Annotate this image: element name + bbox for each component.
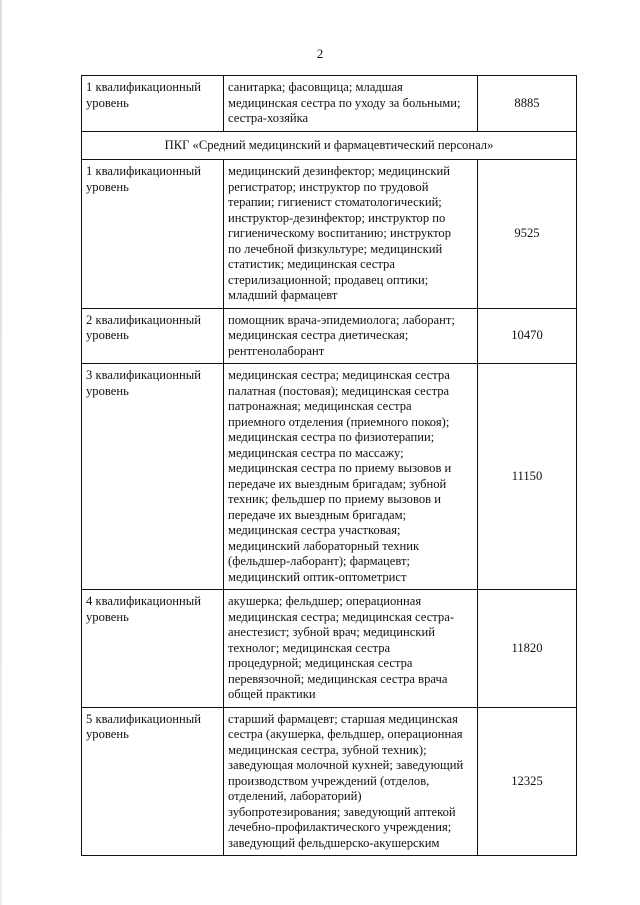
salary-amount: 10470	[478, 308, 577, 364]
table-row	[82, 308, 577, 364]
positions-list: медицинский дезинфектор; медицинский регистратор; инструктор по трудовой терапии; гигиенист стоматологический; инструктор-дезинфектор; инструктор по гигиеническому воспитанию; инструктор по лечебной физкультуре; медицинский статистик; медицинская сестра стерилизационной; продавец оптики; младший фармацевт	[224, 160, 478, 309]
qualification-level: 1 квалификационный уровень	[82, 160, 224, 309]
table-row	[82, 76, 577, 132]
qualification-level: 4 квалификационный уровень	[82, 590, 224, 708]
group-title: ПКГ «Средний медицинский и фармацевтический персонал»	[82, 131, 577, 160]
positions-list: акушерка; фельдшер; операционная медицинская сестра; медицинская сестра- анестезист; зубной врач; медицинский технолог; медицинская сестра процедурной; медицинская сестра перевязочной; медицинская сестра врача общей практики	[224, 590, 478, 708]
salary-amount: 9525	[478, 160, 577, 309]
table-row	[82, 590, 577, 708]
qualification-level: 1 квалификационный уровень	[82, 76, 224, 132]
qualification-level: 5 квалификационный уровень	[82, 707, 224, 856]
salary-amount: 11150	[478, 364, 577, 590]
salary-amount: 8885	[478, 76, 577, 132]
salary-table	[81, 75, 577, 856]
positions-list: старший фармацевт; старшая медицинская сестра (акушерка, фельдшер, операционная медицинская сестра, зубной техник); заведующая молочной кухней; заведующий производством учреждений (отделов, отделений, лабораторий) зубопротезирования; заведующий аптекой лечебно-профилактического учреждения; заведующий фельдшерско-акушерским	[224, 707, 478, 856]
scan-edge	[0, 0, 2, 905]
qualification-level: 2 квалификационный уровень	[82, 308, 224, 364]
positions-list: санитарка; фасовщица; младшая медицинская сестра по уходу за больными; сестра-хозяйка	[224, 76, 478, 132]
page-number: 2	[316, 46, 324, 61]
qualification-level: 3 квалификационный уровень	[82, 364, 224, 590]
positions-list: помощник врача-эпидемиолога; лаборант; медицинская сестра диетическая; рентгенолаборант	[224, 308, 478, 364]
salary-amount: 11820	[478, 590, 577, 708]
table-row	[82, 364, 577, 590]
salary-amount: 12325	[478, 707, 577, 856]
group-header-row	[82, 131, 577, 160]
table-row	[82, 707, 577, 856]
positions-list: медицинская сестра; медицинская сестра палатная (постовая); медицинская сестра патронажная; медицинская сестра приемного отделения (приемного покоя); медицинская сестра по физиотерапии; медицинская сестра по массажу; медицинская сестра по приему вызовов и передаче их выездным бригадам; зубной техник; фельдшер по приему вызовов и передаче их выездным бригадам; медицинская сестра участковая; медицинский лабораторный техник (фельдшер-лаборант); фармацевт; медицинский оптик-оптометрист	[224, 364, 478, 590]
table-row	[82, 160, 577, 309]
